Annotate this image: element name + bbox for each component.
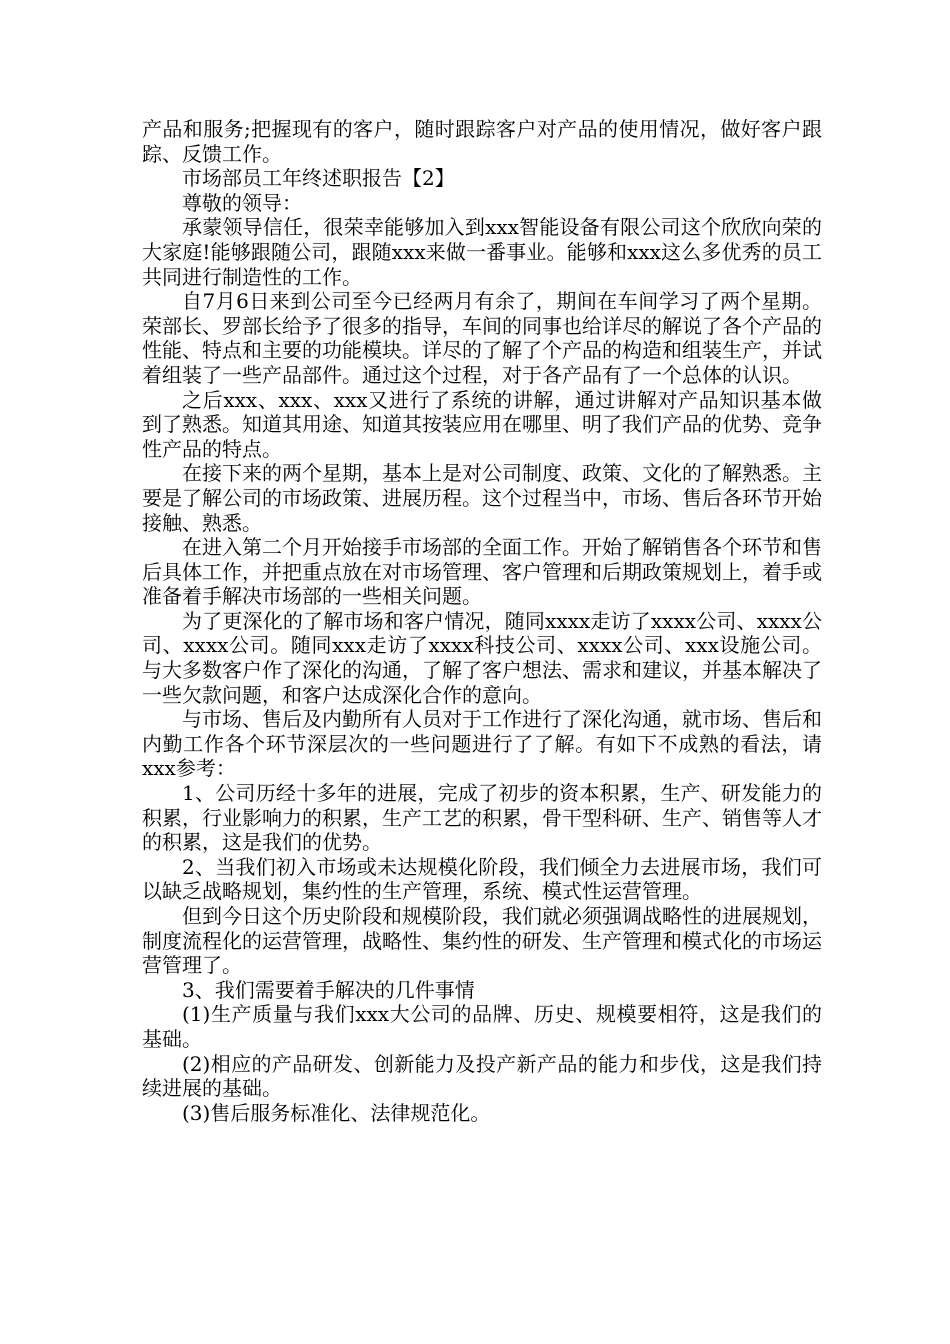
paragraph: 承蒙领导信任，很荣幸能够加入到xxx智能设备有限公司这个欣欣向荣的大家庭!能够跟随公司，跟随xxx来做一番事业。能够和xxx这么多优秀的员工共同进行制造性的工作。 [142, 215, 822, 289]
sub-item: (2)相应的产品研发、创新能力及投产新产品的能力和步伐，这是我们持续进展的基础。 [142, 1051, 822, 1101]
paragraph: 在进入第二个月开始接手市场部的全面工作。开始了解销售各个环节和售后具体工作，并把重点放在对市场管理、客户管理和后期政策规划上，着手或准备着手解决市场部的一些相关问题。 [142, 535, 822, 609]
salutation: 尊敬的领导： [182, 190, 302, 215]
paragraph-continuation: 产品和服务;把握现有的客户，随时跟踪客户对产品的使用情况，做好客户跟踪、反馈工作。 [142, 117, 822, 166]
paragraph: 但到今日这个历史阶段和规模阶段，我们就必须强调战略性的进展规划，制度流程化的运营管理，战略性、集约性的研发、生产管理和模式化的市场运营管理了。 [142, 904, 822, 978]
document-body [142, 117, 822, 1125]
sub-item: (1)生产质量与我们xxx大公司的品牌、历史、规模要相符，这是我们的基础。 [142, 1002, 822, 1051]
paragraph: 自7月6日来到公司至今已经两月有余了，期间在车间学习了两个星期。荣部长、罗部长给予了很多的指导，车间的同事也给详尽的解说了各个产品的性能、特点和主要的功能模块。详尽的了解了个产品的构造和组装生产，并试着组装了一些产品部件。通过这个过程，对于各产品有了一个总体的认识。 [142, 289, 822, 387]
paragraph: 与市场、售后及内勤所有人员对于工作进行了深化沟通，就市场、售后和内勤工作各个环节深层次的一些问题进行了了解。有如下不成熟的看法，请xxx参考： [142, 707, 822, 781]
section-heading: 3、我们需要着手解决的几件事情 [182, 977, 475, 1002]
paragraph: 之后xxx、xxx、xxx又进行了系统的讲解，通过讲解对产品知识基本做到了熟悉。知道其用途、知道其按装应用在哪里、明了我们产品的优势、竞争性产品的特点。 [142, 387, 822, 461]
list-item: 2、当我们初入市场或未达规模化阶段，我们倾全力去进展市场，我们可以缺乏战略规划，集约性的生产管理，系统、模式性运营管理。 [142, 854, 822, 904]
report-title: 市场部员工年终述职报告【2】 [182, 166, 455, 191]
paragraph: 为了更深化的了解市场和客户情况，随同xxxx走访了xxxx公司、xxxx公司、xxxx公司。随同xxx走访了xxxx科技公司、xxxx公司、xxx设施公司。与大多数客户作了深化的沟通，了解了客户想法、需求和建议，并基本解决了一些欠款问题，和客户达成深化合作的意向。 [142, 608, 822, 707]
paragraph: 在接下来的两个星期，基本上是对公司制度、政策、文化的了解熟悉。主要是了解公司的市场政策、进展历程。这个过程当中，市场、售后各环节开始接触、熟悉。 [142, 461, 822, 535]
sub-item: (3)售后服务标准化、法律规范化。 [182, 1100, 491, 1125]
list-item: 1、公司历经十多年的进展，完成了初步的资本积累，生产、研发能力的积累，行业影响力的积累，生产工艺的积累，骨干型科研、生产、销售等人才的积累，这是我们的优势。 [142, 781, 822, 855]
